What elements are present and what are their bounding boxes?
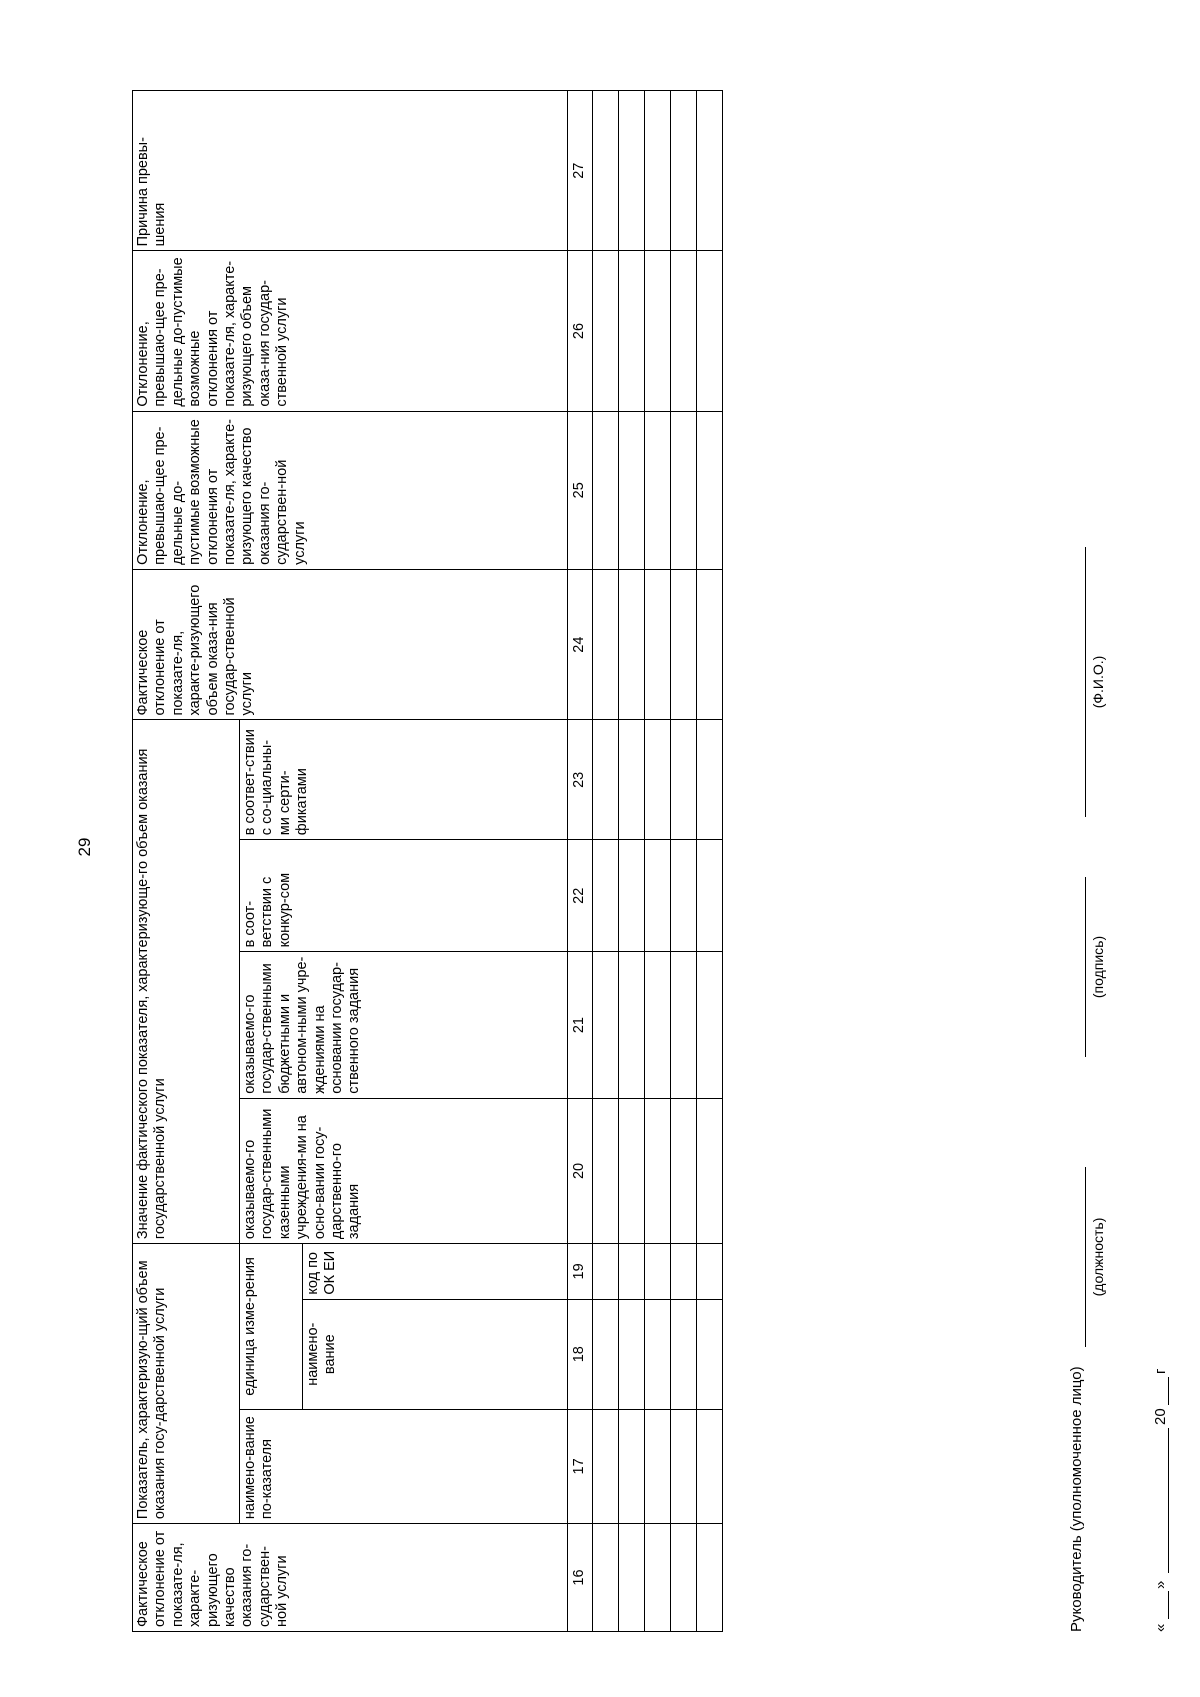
header-col-24: Фактическое отклонение от показате-ля, характе-ризующего объем оказа-ния государ-ственной услуги (133, 569, 568, 720)
date-year-line (1168, 1377, 1169, 1405)
header-col-18: наимено-вание (303, 1299, 568, 1409)
column-number: 24 (568, 569, 593, 720)
header-indicator-volume: Показатель, характеризую-щий объем оказания госу-дарственной услуги (133, 1244, 240, 1524)
position-line (1085, 1167, 1086, 1347)
column-number: 18 (568, 1299, 593, 1409)
head-caption: Руководитель (уполномоченное лицо) (1068, 1366, 1085, 1632)
column-number: 27 (568, 91, 593, 251)
header-col-25: Отклонение, превышаю-щее пре-дельные до-пустимые возможные отклонения от показате-ля, характе-ризующего качество оказания го-сударствен-ной услуги (133, 411, 568, 569)
column-number: 22 (568, 840, 593, 952)
signature-label: (подпись) (1090, 935, 1106, 999)
date-year-suffix: г (1152, 1368, 1169, 1374)
header-col-17: наимено-вание по-казателя (240, 1409, 568, 1523)
column-number: 25 (568, 411, 593, 569)
column-number: 21 (568, 952, 593, 1098)
position-label: (должность) (1090, 1217, 1106, 1297)
header-col-27: Причина превы-шения (133, 91, 568, 251)
header-col-26: Отклонение, превышаю-щее пре-дельные до-пустимые возможные отклонения от показате-ля, характе-ризующего объем оказа-ния государ-ственной услуги (133, 251, 568, 411)
name-label: (Ф.И.О.) (1090, 655, 1106, 709)
column-number: 17 (568, 1409, 593, 1523)
column-number: 26 (568, 251, 593, 411)
date-open-quote: « (1152, 1623, 1169, 1632)
column-number: 16 (568, 1524, 593, 1632)
header-unit: единица изме-рения (240, 1244, 303, 1410)
header-col-22: в соот-ветствии с конкур-сом (240, 840, 568, 952)
header-col-16: Фактическое отклонение от показате-ля, характе-ризующего качество оказания го-сударствен-ной услуги (133, 1524, 568, 1632)
header-col-23: в соответ-ствии с со-циальны-ми серти-фикатами (240, 720, 568, 840)
date-month-line (1168, 1428, 1169, 1573)
page-number: 29 (75, 837, 94, 857)
date-year-prefix: 20 (1152, 1408, 1169, 1425)
signature-line (1085, 877, 1086, 1057)
header-col-19: код по ОК ЕИ (303, 1244, 568, 1300)
column-number: 19 (568, 1244, 593, 1300)
header-col-21: оказываемо-го государ-ственными бюджетными и автоном-ными учре-ждениями на основании государ-ственного задания (240, 952, 568, 1098)
header-actual-value: Значение фактического показателя, характеризующе-го объем оказания государственной услуги (133, 720, 240, 1244)
name-line (1085, 547, 1086, 817)
date-day-line (1168, 1591, 1169, 1619)
date-close-quote: » (1152, 1580, 1169, 1589)
column-number: 23 (568, 720, 593, 840)
header-col-20: оказываемо-го государ-ственными казенными учреждения-ми на осно-вании госу-дарственно-го задания (240, 1098, 568, 1243)
column-number: 20 (568, 1098, 593, 1243)
